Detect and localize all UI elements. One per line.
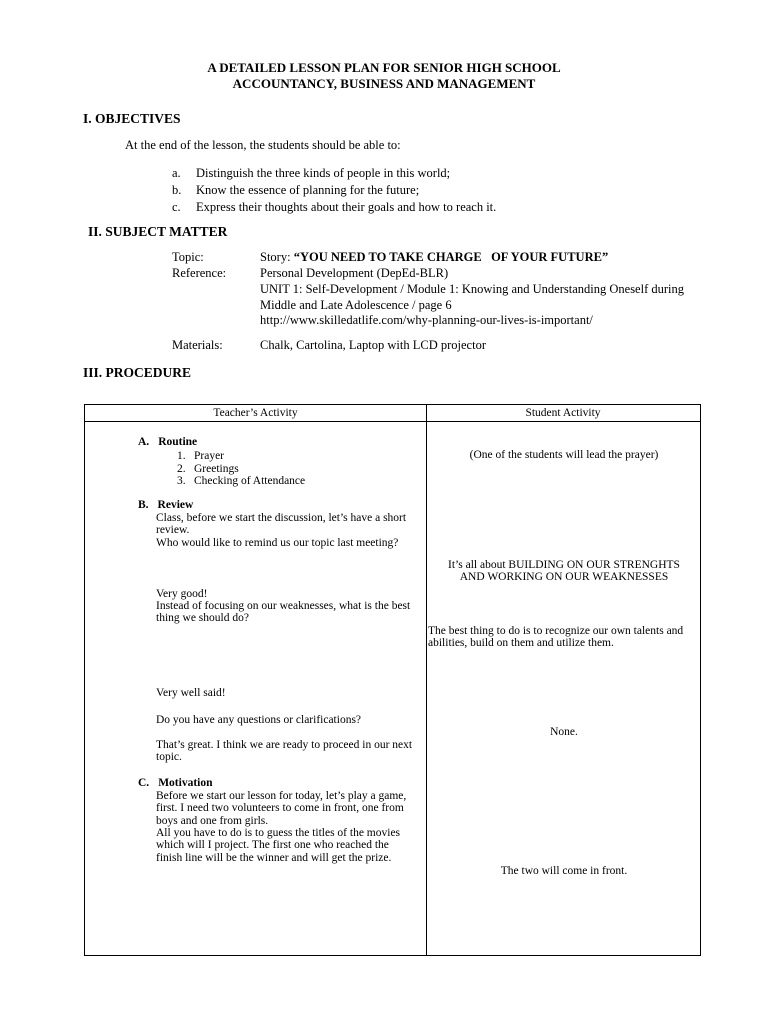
routine-item-2 [177,463,305,476]
materials-label: Materials: [172,338,223,352]
document-title-line-1: A DETAILED LESSON PLAN FOR SENIOR HIGH SCHOOL [207,60,561,75]
materials-value: Chalk, Cartolina, Laptop with LCD projector [260,338,486,352]
reference-label: Reference: [172,266,227,280]
teacher-clarification-question: Do you have any questions or clarifications? [156,714,362,726]
objective-item-c [172,199,496,216]
teacher-review-question-1: Who would like to remind us our topic last meeting? [156,537,399,549]
teacher-praise-2: Very well said! [156,687,226,699]
section-a-label: A. [138,436,150,448]
routine-item-1-num: 1. [177,450,186,462]
teacher-activity-column-header: Teacher’s Activity [213,407,298,419]
section-c-title: Motivation [158,777,213,789]
student-volunteers-response: The two will come in front. [500,865,628,877]
reference-value: Personal Development (DepEd-BLR) [260,266,449,280]
reference-unit-text: UNIT 1: Self-Development / Module 1: Knowing and Understanding Oneself during Middle and Late Adolescence / page 6 [260,282,684,312]
section-a-routine [138,436,197,448]
document-title-line-2: ACCOUNTANCY, BUSINESS AND MANAGEMENT [232,76,536,92]
teacher-review-question-2: Instead of focusing on our weaknesses, what is the best thing we should do? [156,600,411,625]
section-b-label: B. [138,499,149,511]
student-best-thing-answer: The best thing to do is to recognize our own talents and abilities, build on them and utilize them. [428,625,684,650]
section-c-motivation [138,777,213,789]
routine-item-2-text: Greetings [194,462,239,475]
teacher-motivation-p2: All you have to do is to guess the titles of the movies which will I project. The first one who reached the finish line will be the winner and will get the prize. [156,827,401,864]
objective-item-b-label: b. [172,183,182,197]
teacher-transition: That’s great. I think we are ready to proceed in our next topic. [156,739,413,764]
objectives-heading: I. OBJECTIVES [83,111,181,126]
student-activity-column-header: Student Activity [525,407,601,419]
routine-item-1-text: Prayer [194,450,225,462]
section-a-title: Routine [158,436,198,448]
teacher-review-intro: Class, before we start the discussion, let’s have a short review. [156,512,407,537]
routine-item-2-num: 2. [177,462,186,475]
objectives-intro: At the end of the lesson, the students should be able to: [125,138,401,152]
topic-story-title: “YOU NEED TO TAKE CHARGE OF YOUR FUTURE” [293,250,609,264]
reference-url: http://www.skilledatlife.com/why-planning-our-lives-is-important/ [260,313,593,327]
topic-prefix: Story: [260,250,291,264]
section-b-review [138,499,193,511]
document-title [0,60,768,93]
section-c-label: C. [138,777,150,789]
objective-item-b [172,182,496,199]
topic-label: Topic: [172,250,204,264]
routine-item-3-text: Checking of Attendance [194,475,306,487]
procedure-table [84,404,701,956]
teacher-praise-1: Very good! [156,588,208,600]
topic-value [260,250,608,265]
procedure-heading: III. PROCEDURE [83,365,192,380]
subject-matter-heading: II. SUBJECT MATTER [88,224,228,239]
procedure-table-header [85,405,700,422]
routine-list [177,450,305,488]
student-none-answer: None. [550,726,578,738]
objective-item-c-label: c. [172,200,181,214]
routine-item-3 [177,475,305,488]
objective-item-a-text: Distinguish the three kinds of people in this world; [196,166,451,180]
student-prayer-response: (One of the students will lead the prayer) [469,449,659,461]
student-topic-answer: It’s all about BUILDING ON OUR STRENGHTS AND WORKING ON OUR WEAKNESSES [448,559,680,584]
objectives-list [172,165,496,216]
objective-item-c-text: Express their thoughts about their goals and how to reach it. [196,200,497,214]
objective-item-b-text: Know the essence of planning for the future; [196,183,420,197]
objective-item-a [172,165,496,182]
teacher-motivation-p1: Before we start our lesson for today, let’s play a game, first. I need two volunteers to come in front, one from boys and one from girls. [156,790,407,827]
objective-item-a-label: a. [172,166,181,180]
routine-item-1 [177,450,305,463]
section-b-title: Review [157,499,194,511]
routine-item-3-num: 3. [177,475,186,487]
